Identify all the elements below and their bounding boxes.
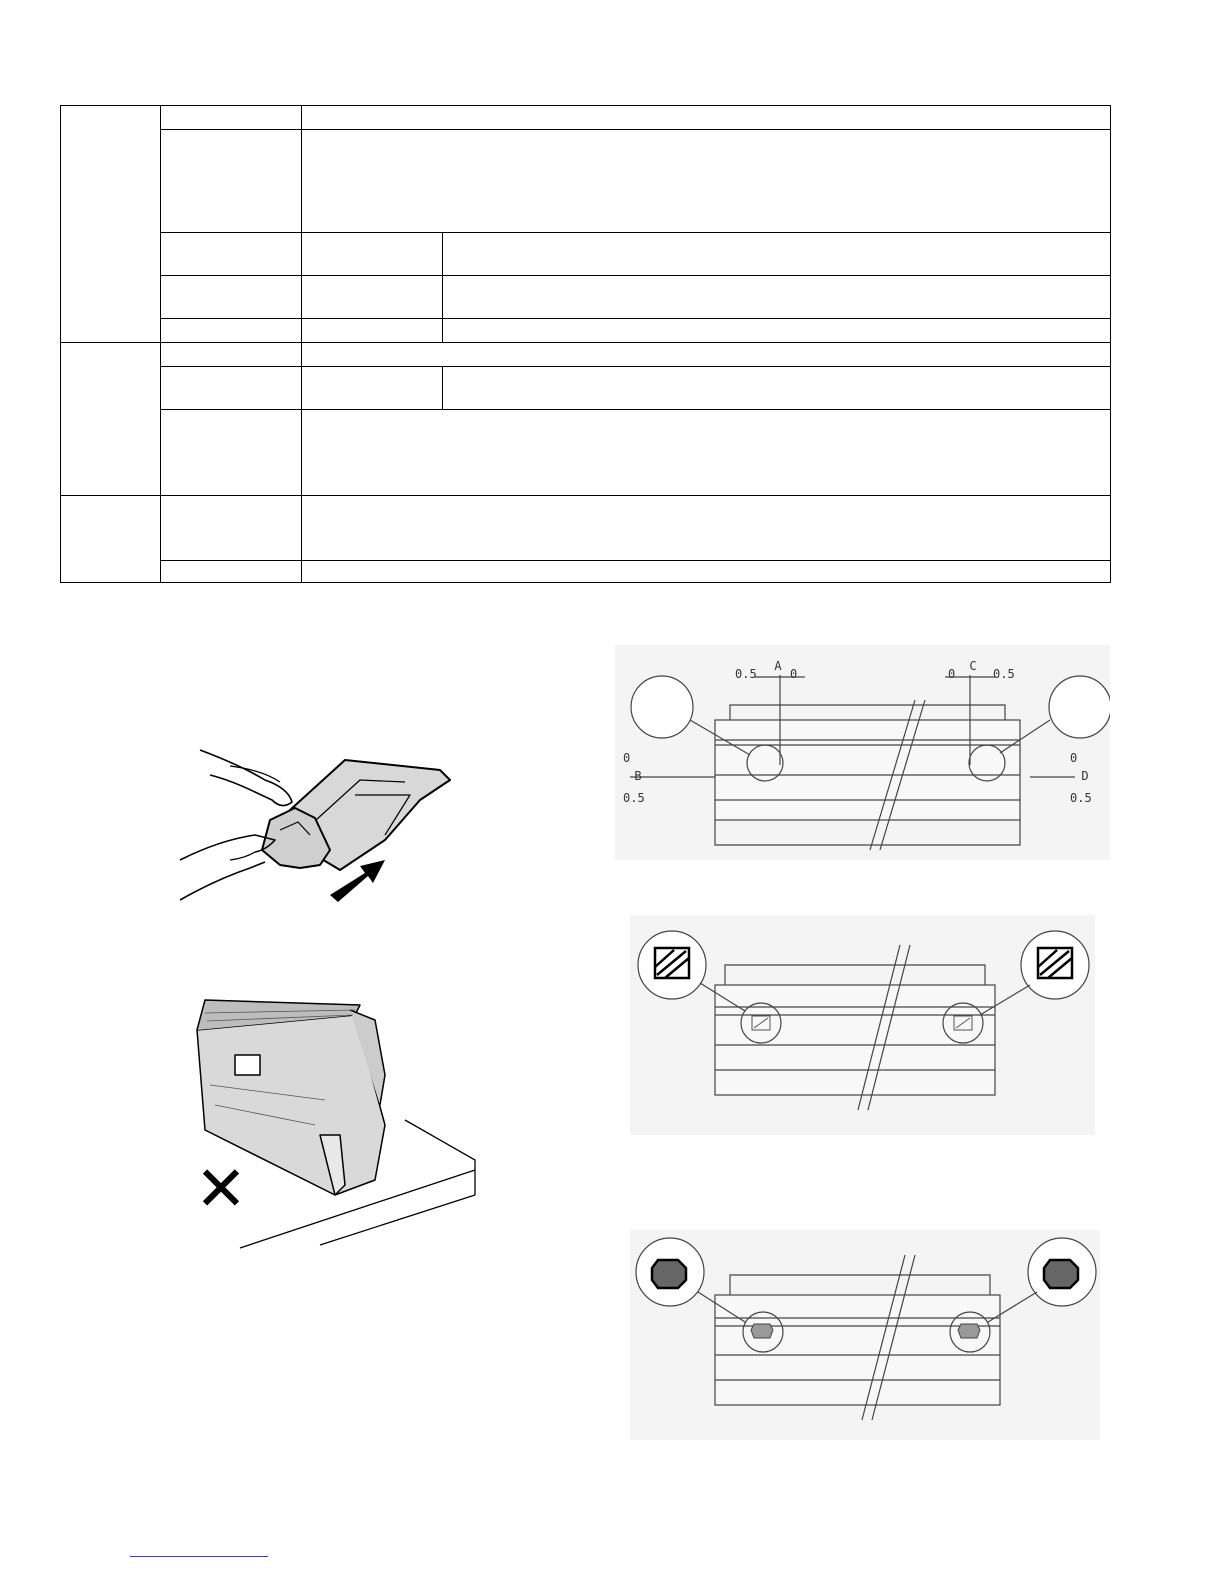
dimension-label: 0 bbox=[948, 667, 956, 681]
table-row bbox=[61, 496, 1111, 561]
table-cell bbox=[161, 496, 302, 561]
table-group-cell bbox=[61, 496, 161, 583]
table-cell bbox=[302, 561, 1111, 583]
table-cell bbox=[302, 410, 1111, 496]
table-row bbox=[61, 319, 1111, 343]
adjustment-diagram-correct bbox=[630, 915, 1095, 1135]
dimension-label: 0 bbox=[623, 751, 631, 765]
table-cell bbox=[302, 496, 1111, 561]
table-row bbox=[61, 367, 1111, 410]
table-cell bbox=[443, 319, 1111, 343]
spec-table bbox=[60, 105, 1111, 583]
table-cell bbox=[302, 106, 1111, 130]
table-cell bbox=[443, 233, 1111, 276]
table-cell bbox=[161, 410, 302, 496]
table-cell bbox=[161, 367, 302, 410]
table-cell bbox=[302, 319, 443, 343]
table-cell bbox=[443, 276, 1111, 319]
dimension-label: B bbox=[634, 769, 642, 783]
table-cell bbox=[161, 319, 302, 343]
table-cell bbox=[302, 343, 1111, 367]
table-row bbox=[61, 276, 1111, 319]
dimension-label: A bbox=[774, 659, 782, 673]
table-cell bbox=[161, 106, 302, 130]
dimension-label: 0 bbox=[1070, 751, 1078, 765]
table-cell bbox=[161, 343, 302, 367]
footer-link[interactable] bbox=[130, 1556, 268, 1557]
table-row bbox=[61, 410, 1111, 496]
table-cell bbox=[302, 233, 443, 276]
table-cell bbox=[443, 367, 1111, 410]
adjustment-diagram-incorrect bbox=[630, 1230, 1100, 1440]
table-group-cell bbox=[61, 343, 161, 496]
table-cell bbox=[302, 130, 1111, 233]
shake-cartridge-illustration bbox=[170, 740, 455, 910]
table-cell bbox=[161, 233, 302, 276]
table-row bbox=[61, 106, 1111, 130]
table-row bbox=[61, 343, 1111, 367]
table-cell bbox=[161, 276, 302, 319]
dimension-label: 0.5 bbox=[1070, 791, 1092, 805]
do-not-place-unit-illustration bbox=[185, 985, 485, 1255]
dimension-label: 0.5 bbox=[993, 667, 1015, 681]
table-group-cell bbox=[61, 106, 161, 343]
table-cell bbox=[302, 367, 443, 410]
table-cell bbox=[161, 130, 302, 233]
prohibited-x-icon: ✕ bbox=[195, 1152, 247, 1225]
dimension-label: 0.5 bbox=[623, 791, 645, 805]
table-row bbox=[61, 130, 1111, 233]
table-cell bbox=[161, 561, 302, 583]
adjustment-diagram-dimensions bbox=[615, 645, 1110, 860]
table-row bbox=[61, 233, 1111, 276]
dimension-label: 0.5 bbox=[735, 667, 757, 681]
table-cell bbox=[302, 276, 443, 319]
dimension-label: C bbox=[969, 659, 977, 673]
table-row bbox=[61, 561, 1111, 583]
dimension-label: D bbox=[1081, 769, 1089, 783]
dimension-label: 0 bbox=[790, 667, 798, 681]
